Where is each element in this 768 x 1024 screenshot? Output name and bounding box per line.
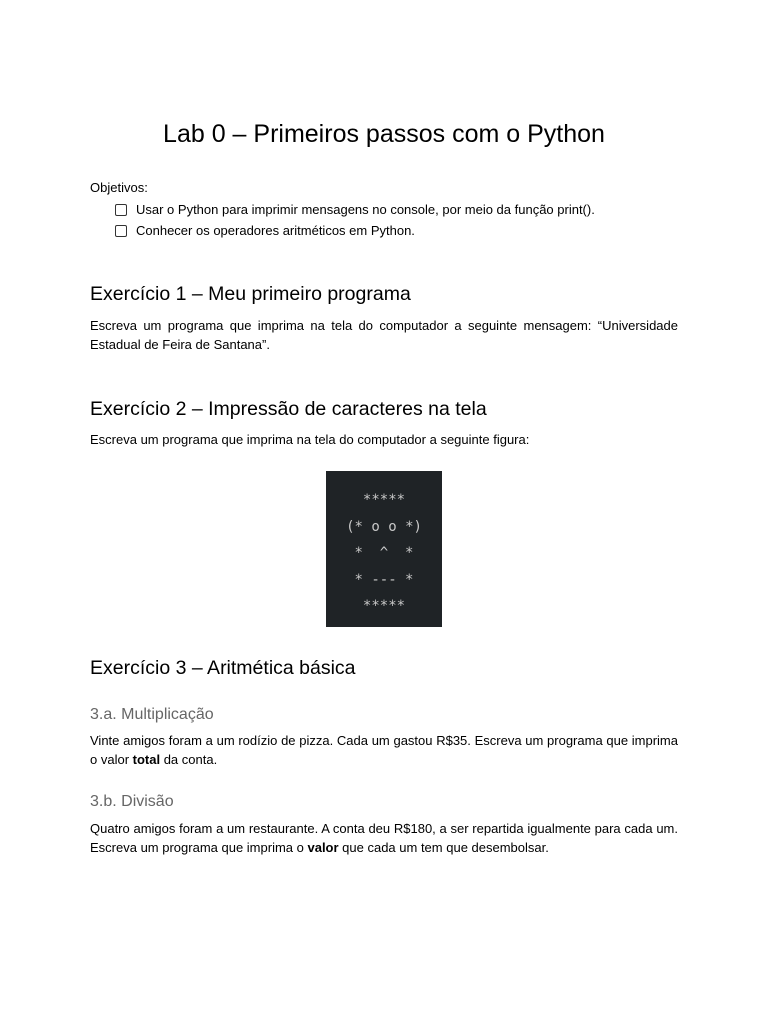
page-title: Lab 0 – Primeiros passos com o Python — [163, 120, 605, 148]
checklist-item-label: Conhecer os operadores aritméticos em Python. — [136, 223, 415, 238]
exercise-1-text: Escreva um programa que imprima na tela do computador a seguinte mensagem: “Universidade Estadual de Feira de Santana”. — [90, 318, 678, 352]
checklist-item-label: Usar o Python para imprimir mensagens no console, por meio da função print(). — [136, 202, 595, 217]
exercise-3b-heading: 3.b. Divisão — [90, 793, 174, 810]
checkbox-icon[interactable] — [115, 204, 127, 216]
figure-line: * --- * — [354, 571, 414, 588]
exercise-3b-text-after: que cada um tem que desembolsar. — [338, 839, 549, 855]
figure-line: (* o o *) — [346, 518, 422, 535]
exercise-3b-text-before: Quatro amigos foram a um restaurante. A conta deu R$180, a ser repartida igualmente para cada um. Escreva um programa que imprima o — [90, 821, 678, 855]
figure-line: * ^ * — [354, 545, 414, 561]
exercise-3-heading: Exercício 3 – Aritmética básica — [90, 657, 356, 679]
exercise-3b-text — [90, 820, 678, 857]
exercise-3a-text-after: da conta. — [160, 751, 218, 767]
objectives-label: Objetivos: — [90, 180, 148, 195]
ascii-figure-text — [326, 487, 442, 620]
checklist-item — [115, 220, 595, 241]
exercise-3b-bold: valor — [307, 839, 339, 855]
figure-line: ***** — [362, 492, 406, 508]
checkbox-icon[interactable] — [115, 225, 127, 237]
figure-line: ***** — [362, 598, 406, 614]
exercise-3a-heading: 3.a. Multiplicação — [90, 706, 214, 723]
exercise-3a-bold: total — [132, 751, 161, 767]
exercise-1-heading: Exercício 1 – Meu primeiro programa — [90, 283, 411, 305]
exercise-3a-text-before: Vinte amigos foram a um rodízio de pizza. Cada um gastou R$35. Escreva um programa que imprima o valor — [90, 733, 678, 767]
exercise-3a-text — [90, 732, 678, 769]
exercise-2-text: Escreva um programa que imprima na tela do computador a seguinte figura: — [90, 432, 530, 447]
ascii-figure — [326, 471, 442, 627]
checklist-item — [115, 199, 595, 220]
objectives-checklist — [115, 199, 595, 241]
exercise-2-heading: Exercício 2 – Impressão de caracteres na tela — [90, 398, 487, 420]
